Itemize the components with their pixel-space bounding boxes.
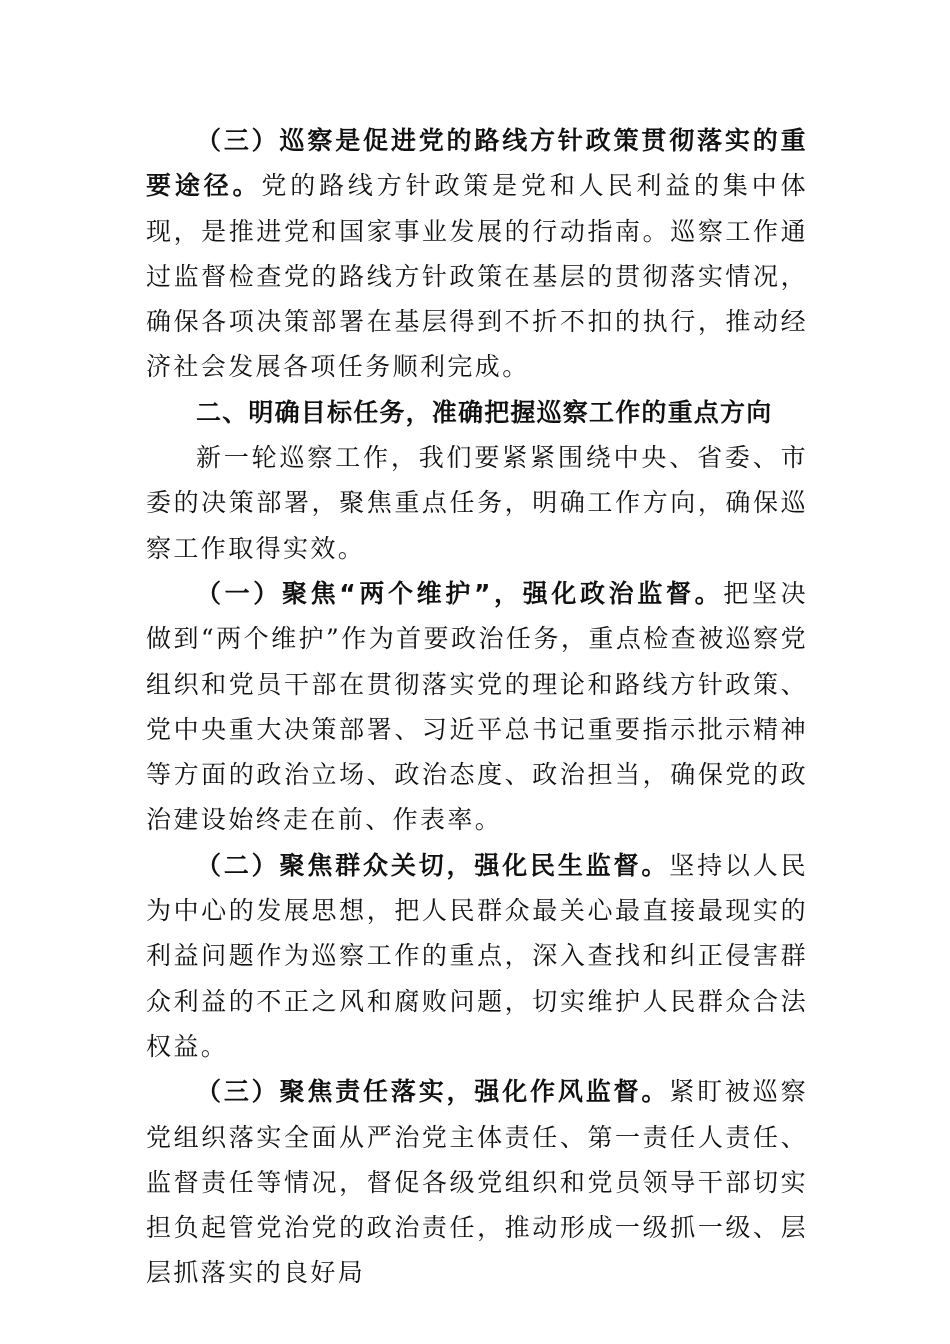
paragraph-body: 坚持以人民为中心的发展思想，把人民群众最关心最直接最现实的利益问题作为巡察工作的重点，深入查找和纠正侵害群众利益的不正之风和腐败问题，切实维护人民群众合法权益。 [146, 850, 808, 1061]
document-page [146, 118, 808, 1296]
paragraph-lead: （一）聚焦“两个维护”，强化政治监督。 [196, 578, 724, 608]
paragraph-lead: （三）巡察是促进党的路线方针政策贯彻落实的重要途径。 [146, 126, 808, 201]
paragraph-body: 紧盯被巡察党组织落实全面从严治党主体责任、第一责任人责任、监督责任等情况，督促各级党组织和党员领导干部切实担负起管党治党的政治责任，推动形成一级抓一级、层层抓落实的良好局 [146, 1077, 808, 1288]
paragraph-political-supervision [146, 571, 808, 843]
paragraph-livelihood-supervision [146, 843, 808, 1069]
section-heading: 二、明确目标任务，准确把握巡察工作的重点方向 [196, 397, 773, 427]
paragraph-lead: （三）聚焦责任落实，强化作风监督。 [196, 1077, 670, 1107]
paragraph-route-policy [146, 118, 808, 390]
paragraph-body: 党的路线方针政策是党和人民利益的集中体现，是推进党和国家事业发展的行动指南。巡察工作通过监督检查党的路线方针政策在基层的贯彻落实情况，确保各项决策部署在基层得到不折不扣的执行，推动经济社会发展各项任务顺利完成。 [146, 171, 808, 382]
paragraph-lead: （二）聚焦群众关切，强化民生监督。 [196, 850, 670, 880]
paragraph-style-supervision [146, 1069, 808, 1295]
paragraph-body: 新一轮巡察工作，我们要紧紧围绕中央、省委、市委的决策部署，聚焦重点任务，明确工作方向，确保巡察工作取得实效。 [146, 443, 808, 563]
paragraph-body: 把坚决做到“两个维护”作为首要政治任务，重点检查被巡察党组织和党员干部在贯彻落实党的理论和路线方针政策、党中央重大决策部署、习近平总书记重要指示批示精神等方面的政治立场、政治态度、政治担当，确保党的政治建设始终走在前、作表率。 [146, 578, 809, 835]
paragraph-intro [146, 435, 808, 571]
